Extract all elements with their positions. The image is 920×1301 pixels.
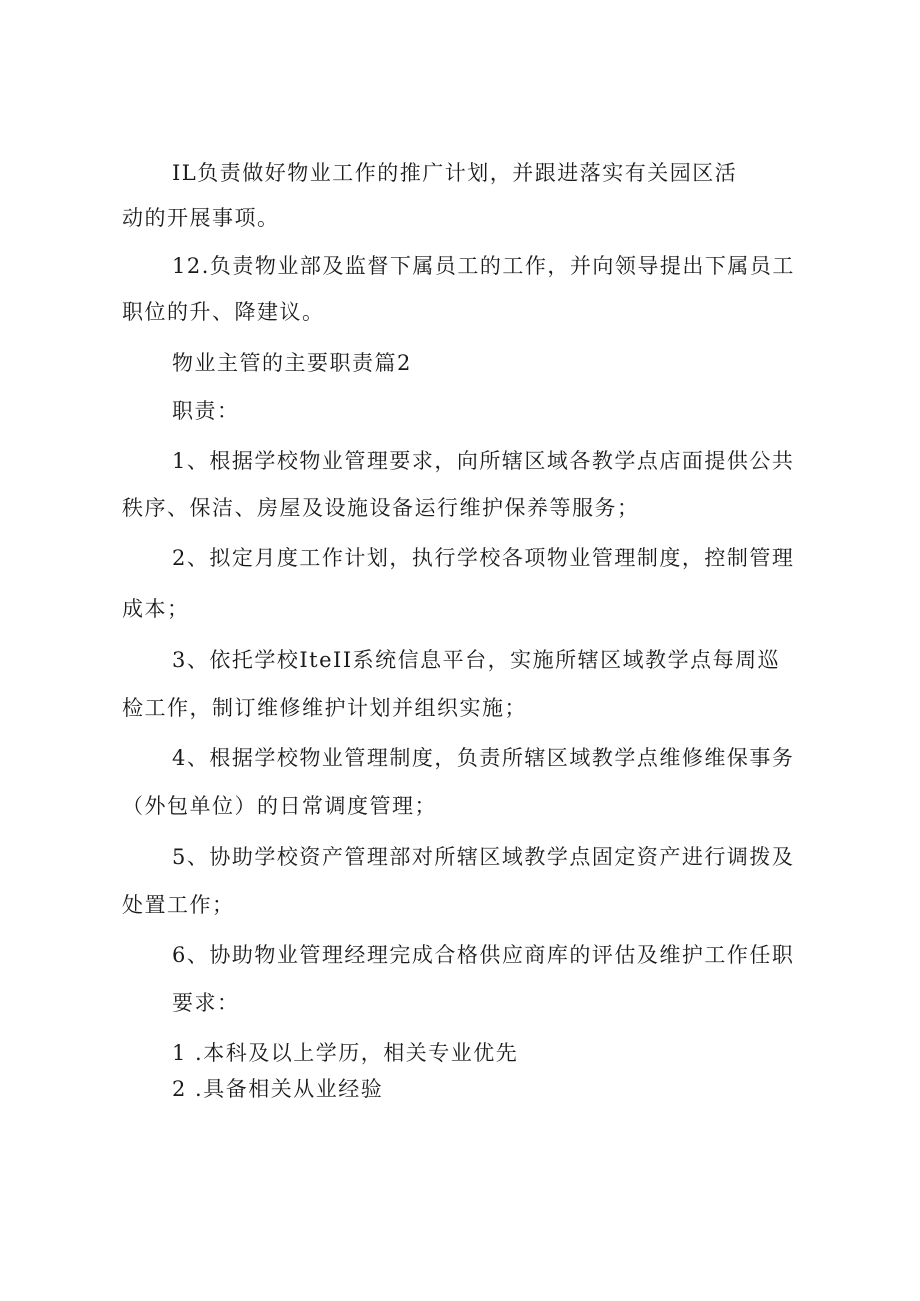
duty-3-line-1: 3、依托学校IteII系统信息平台，实施所辖区域教学点每周巡 [172, 648, 781, 672]
duty-1-line-2: 秩序、保洁、房屋及设施设备运行维护保养等服务； [122, 496, 640, 520]
paragraph-12-line-1: 12.负责物业部及监督下属员工的工作，并向领导提出下属员工 [172, 254, 795, 278]
requirement-2: 2 .具备相关从业经验 [172, 1077, 384, 1101]
duty-6-line-1: 6、协助物业管理经理完成合格供应商库的评估及维护工作任职 [172, 943, 795, 967]
duties-label: 职责： [172, 399, 240, 423]
duty-3-line-2: 检工作，制订维修维护计划并组织实施； [122, 696, 527, 720]
paragraph-11-line-1: IL负责做好物业工作的推广计划，并跟进落实有关园区活 [172, 161, 738, 185]
requirement-1: 1 .本科及以上学历，相关专业优先 [172, 1041, 519, 1065]
duty-2-line-1: 2、拟定月度工作计划，执行学校各项物业管理制度，控制管理 [172, 546, 795, 570]
duty-4-line-1: 4、根据学校物业管理制度，负责所辖区域教学点维修维保事务 [172, 746, 795, 770]
duty-5-line-2: 处置工作； [122, 893, 235, 917]
paragraph-11-line-2: 动的开展事项。 [122, 206, 280, 230]
duty-5-line-1: 5、协助学校资产管理部对所辖区域教学点固定资产进行调拨及 [172, 845, 795, 869]
duty-1-line-1: 1、根据学校物业管理要求，向所辖区域各教学点店面提供公共 [172, 449, 795, 473]
duty-2-line-2: 成本； [122, 597, 190, 621]
section-heading: 物业主管的主要职责篇2 [172, 351, 412, 375]
requirements-label: 要求： [172, 991, 240, 1015]
paragraph-12-line-2: 职位的升、降建议。 [122, 300, 325, 324]
duty-4-line-2: （外包单位）的日常调度管理； [122, 794, 437, 818]
